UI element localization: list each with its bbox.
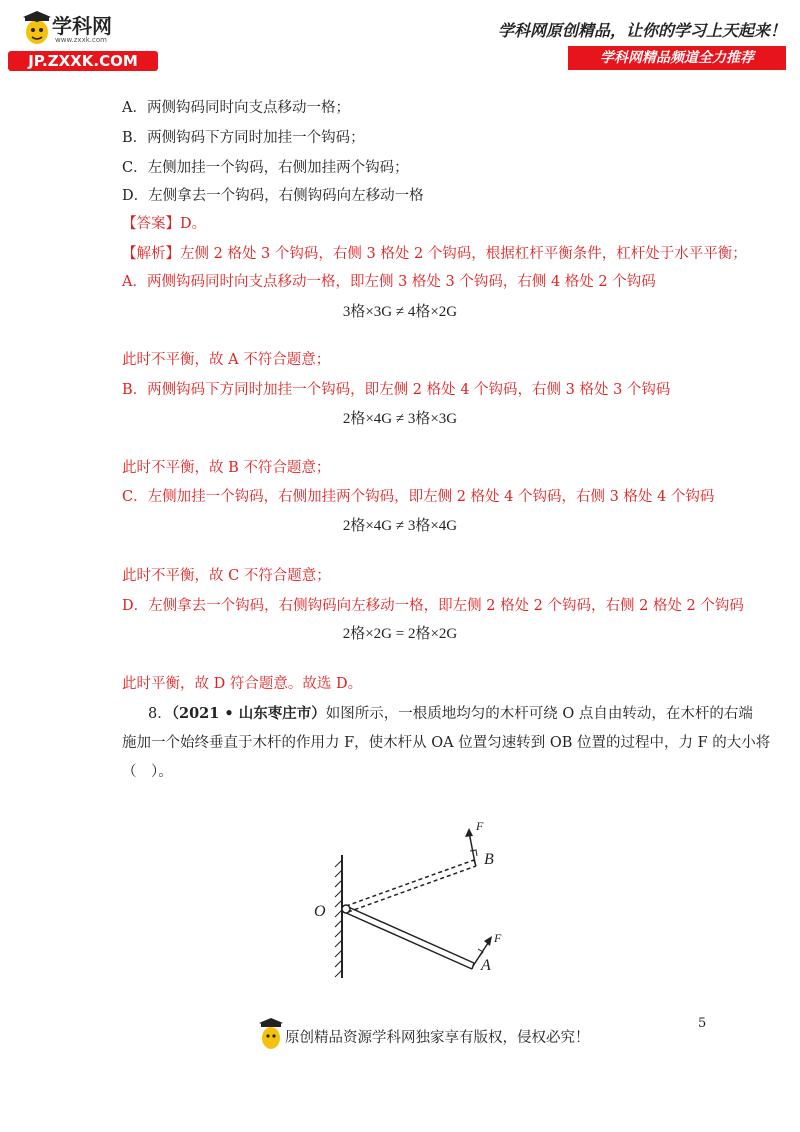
force-arrowhead-b xyxy=(465,828,473,837)
analysis-a-equation: 3格×3G ≠ 4格×2G xyxy=(342,304,458,320)
analysis-a-conclusion: 此时不平衡，故 A 不符合题意； xyxy=(122,352,331,368)
lever-figure xyxy=(300,810,530,990)
analysis-c-text: C．左侧加挂一个钩码，右侧加挂两个钩码，即左侧 2 格处 4 个钩码，右侧 3 格处 4 个钩码 xyxy=(122,489,715,505)
logo-url-bar: JP.ZXXK.COM xyxy=(8,51,158,71)
header-slogan: 学科网原创精品，让你的学习上天起来！ xyxy=(497,21,786,40)
channel-banner: 学科网精品频道全力推荐 xyxy=(568,46,786,70)
question-source: （2021 • 山东枣庄市） xyxy=(171,705,326,722)
answer: 【答案】D。 xyxy=(122,216,207,232)
label-f-bottom: F xyxy=(494,931,502,945)
analysis-a-text: A．两侧钩码同时向支点移动一格，即左侧 3 格处 3 个钩码，右侧 4 格处 2 个钩码 xyxy=(122,274,656,290)
wall-hatching xyxy=(335,860,342,977)
page-number: 5 xyxy=(698,1016,707,1031)
logo xyxy=(22,10,132,50)
force-arrowhead-a xyxy=(484,936,492,946)
question-8-line2: 施加一个始终垂直于木杆的作用力 F，使木杆从 OA 位置匀速转到 OB 位置的过程中，力 F 的大小将 xyxy=(122,735,771,751)
option-a: A．两侧钩码同时向支点移动一格； xyxy=(122,100,350,116)
analysis-c-conclusion: 此时不平衡，故 C 不符合题意； xyxy=(122,568,331,584)
question-number: 8． xyxy=(148,706,172,722)
analysis-b-conclusion: 此时不平衡，故 B 不符合题意； xyxy=(122,460,331,476)
footer-mascot-icon xyxy=(258,1018,284,1050)
option-c: C．左侧加挂一个钩码，右侧加挂两个钩码； xyxy=(122,160,409,176)
rod-oa xyxy=(344,906,474,969)
option-b: B．两侧钩码下方同时加挂一个钩码； xyxy=(122,130,365,146)
logo-subtext: www.zxxk.com xyxy=(55,36,107,44)
question-text-1: 如图所示，一根质地均匀的木杆可绕 O 点自由转动，在木杆的右端 xyxy=(325,706,753,722)
rod-ob xyxy=(346,860,476,912)
question-8-line3: （ ）。 xyxy=(122,764,173,780)
analysis-b-equation: 2格×4G ≠ 3格×3G xyxy=(342,411,458,427)
right-angle-a xyxy=(478,949,483,957)
mascot-icon xyxy=(22,10,52,46)
analysis-c-equation: 2格×4G ≠ 3格×4G xyxy=(342,518,458,534)
analysis-d-equation: 2格×2G = 2格×2G xyxy=(342,626,458,642)
analysis-d-text: D．左侧拿去一个钩码，右侧钩码向左移动一格，即左侧 2 格处 2 个钩码，右侧 2 格处 2 个钩码 xyxy=(122,598,744,614)
analysis-d-conclusion: 此时平衡，故 D 符合题意。故选 D。 xyxy=(122,676,363,692)
footer-copyright: 原创精品资源学科网独家享有版权，侵权必究！ xyxy=(285,1030,590,1046)
force-arrow-b xyxy=(469,832,475,863)
analysis-b-text: B．两侧钩码下方同时加挂一个钩码，即左侧 2 格处 4 个钩码，右侧 3 格处 3 个钩码 xyxy=(122,382,671,398)
option-d: D．左侧拿去一个钩码，右侧钩码向左移动一格 xyxy=(122,188,424,204)
question-8-line1 xyxy=(148,704,753,724)
label-a: A xyxy=(481,957,491,974)
analysis-intro: 【解析】左侧 2 格处 3 个钩码，右侧 3 格处 2 个钩码，根据杠杆平衡条件，杠杆处于水平平衡； xyxy=(122,246,747,262)
logo-text: 学科网 xyxy=(52,14,112,38)
pivot-point xyxy=(342,905,350,913)
label-o: O xyxy=(314,903,326,920)
label-b: B xyxy=(484,851,494,868)
label-f-top: F xyxy=(476,819,484,833)
